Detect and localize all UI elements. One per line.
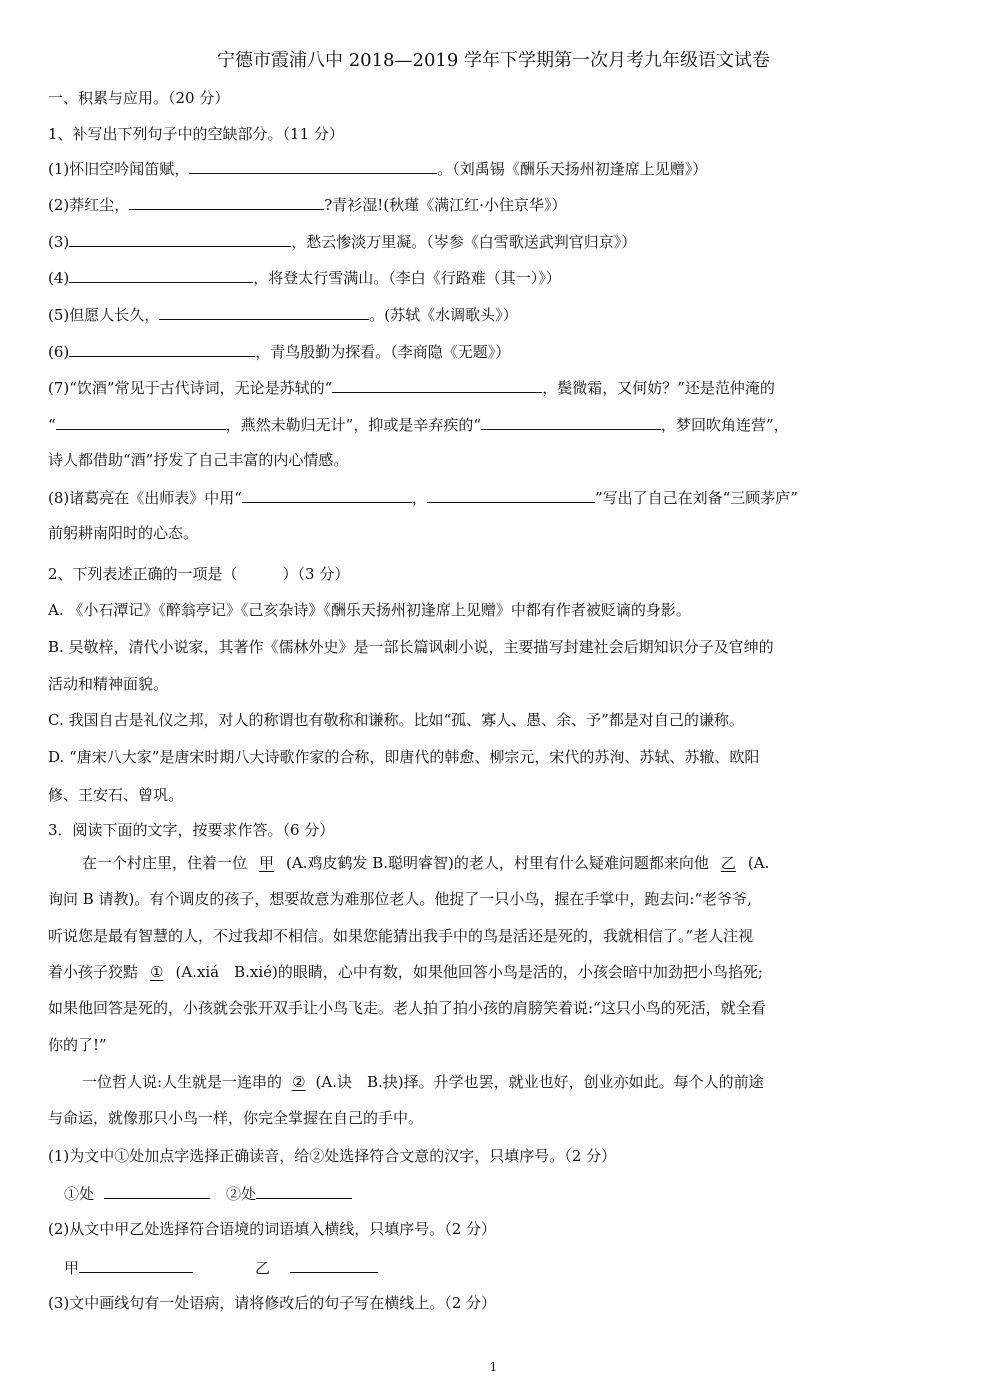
q2-option-c: C. 我国自古是礼仪之邦，对人的称谓也有敬称和谦称。比如“孤、寡人、愚、余、予”都是对自己的谦称。 <box>48 711 744 729</box>
question-3-heading: 3．阅读下面的文字，按要求作答。（6 分） <box>48 821 335 839</box>
q3-sub-1: (1)为文中①处加点字选择正确读音，给②处选择符合文意的汉字，只填序号。（2 分） <box>48 1147 617 1165</box>
answer-blank[interactable] <box>69 266 253 283</box>
answer-blank[interactable] <box>242 486 412 503</box>
q2-option-d-cont: 修、王安石、曾巩。 <box>48 786 184 804</box>
q2-option-b-cont: 活动和精神面貌。 <box>48 675 169 693</box>
answer-blank[interactable] <box>129 193 324 210</box>
answer-blank[interactable] <box>69 340 255 357</box>
section-heading: 一、积累与应用。（20 分） <box>48 89 230 107</box>
q1-line-4: (4) ，将登太行雪满山。（李白《行路难（其一）》） <box>48 266 561 288</box>
q1-line-5: (5)但愿人长久， 。(苏轼《水调歌头》） <box>48 303 518 325</box>
answer-blank[interactable] <box>481 413 661 430</box>
answer-blank[interactable] <box>56 413 226 430</box>
q1-line-2: (2)莽红尘， ?青衫湿!(秋瑾《满江红·小住京华》） <box>48 193 566 215</box>
passage-line-7: 一位哲人说:人生就是一连串的 ② (A.诀 B.抉)择。升学也罢，就业也好，创业亦如此。每个人的前途 <box>82 1073 764 1091</box>
page-number: 1 <box>489 1360 498 1374</box>
passage-line-8: 与命运，就像那只小鸟一样，你完全掌握在自己的手中。 <box>48 1109 424 1127</box>
q3-sub-2: (2)从文中甲乙处选择符合语境的词语填入横线，只填序号。（2 分） <box>48 1220 497 1238</box>
q3-sub-3: (3)文中画线句有一处语病，请将修改后的句子写在横线上。（2 分） <box>48 1294 497 1312</box>
passage-line-3: 听说您是最有智慧的人，不过我却不相信。如果您能猜出我手中的鸟是活还是死的，我就相信了。”老人注视 <box>48 927 754 945</box>
blank-circle-1: ① <box>150 963 164 981</box>
q1-line-8b: 前躬耕南阳时的心态。 <box>48 524 199 542</box>
blank-jia: 甲 <box>259 854 275 872</box>
q1-line-3: (3) ，愁云惨淡万里凝。（岑参《白雪歌送武判官归京》） <box>48 230 636 252</box>
passage-line-6: 你的了!” <box>48 1036 107 1054</box>
passage-line-4: 着小孩子狡黠 ① (A.xiá B.xié)的眼睛，心中有数，如果他回答小鸟是活的，小孩会暗中加劲把小鸟掐死; <box>48 963 763 981</box>
q1-line-6: (6) ，青鸟殷勤为探看。（李商隐《无题》） <box>48 340 510 362</box>
answer-blank-jia[interactable] <box>79 1256 193 1273</box>
answer-blank-circle-2[interactable] <box>256 1182 352 1199</box>
answer-blank-circle-1[interactable] <box>104 1182 210 1199</box>
answer-blank[interactable] <box>427 486 595 503</box>
q1-line-7c: 诗人都借助“酒”抒发了自己丰富的内心情感。 <box>48 451 349 469</box>
q2-option-a: A. 《小石潭记》《醉翁亭记》《己亥杂诗》《酬乐天扬州初逢席上见赠》中都有作者被贬谪的身影。 <box>48 601 691 619</box>
question-2-heading: 2、下列表述正确的一项是（ ）（3 分） <box>48 565 350 583</box>
question-1-heading: 1、补写出下列句子中的空缺部分。（11 分） <box>48 125 344 143</box>
answer-blank-yi[interactable] <box>290 1256 378 1273</box>
answer-blank[interactable] <box>332 376 542 393</box>
answer-blank[interactable] <box>189 157 437 174</box>
page-title: 宁德市霞浦八中 2018—2019 学年下学期第一次月考九年级语文试卷 <box>216 50 771 71</box>
passage-line-1: 在一个村庄里，住着一位 甲 (A.鸡皮鹤发 B.聪明睿智)的老人，村里有什么疑难问题都来向他 乙 (A. <box>82 854 770 872</box>
q1-line-1: (1)怀旧空吟闻笛赋， 。（刘禹锡《酬乐天扬州初逢席上见赠》） <box>48 157 707 179</box>
q3-sub-2-answers: 甲 乙 <box>64 1256 378 1278</box>
q2-option-b: B. 吴敬梓，清代小说家，其著作《儒林外史》是一部长篇讽刺小说，主要描写封建社会后期知识分子及官绅的 <box>48 638 774 656</box>
q2-option-d: D. “唐宋八大家”是唐宋时期八大诗歌作家的合称，即唐代的韩愈、柳宗元，宋代的苏洵、苏轼、苏辙、欧阳 <box>48 748 760 766</box>
passage-line-5: 如果他回答是死的，小孩就会张开双手让小鸟飞走。老人拍了拍小孩的肩膀笑着说:“这只小鸟的死活，就全看 <box>48 999 766 1017</box>
blank-yi: 乙 <box>720 854 736 872</box>
answer-blank[interactable] <box>159 303 369 320</box>
passage-line-2: 询问 B 请教)。有个调皮的孩子，想要故意为难那位老人。他捉了一只小鸟，握在手掌中，跑去问:“老爷爷, <box>48 890 752 908</box>
q1-line-7a: (7)“饮酒”常见于古代诗词，无论是苏轼的“ ，鬓微霜，又何妨？”还是范仲淹的 <box>48 376 775 398</box>
blank-circle-2: ② <box>292 1073 306 1091</box>
answer-blank[interactable] <box>69 230 291 247</box>
q3-sub-1-answers: ①处 ②处 <box>64 1182 352 1204</box>
q1-line-7b: “ ，燕然未勒归无计”，抑或是辛弃疾的“ ，梦回吹角连营”， <box>48 413 789 435</box>
q1-line-8a: (8)诸葛亮在《出师表》中用“ ， ”写出了自己在刘备“三顾茅庐” <box>48 486 798 508</box>
